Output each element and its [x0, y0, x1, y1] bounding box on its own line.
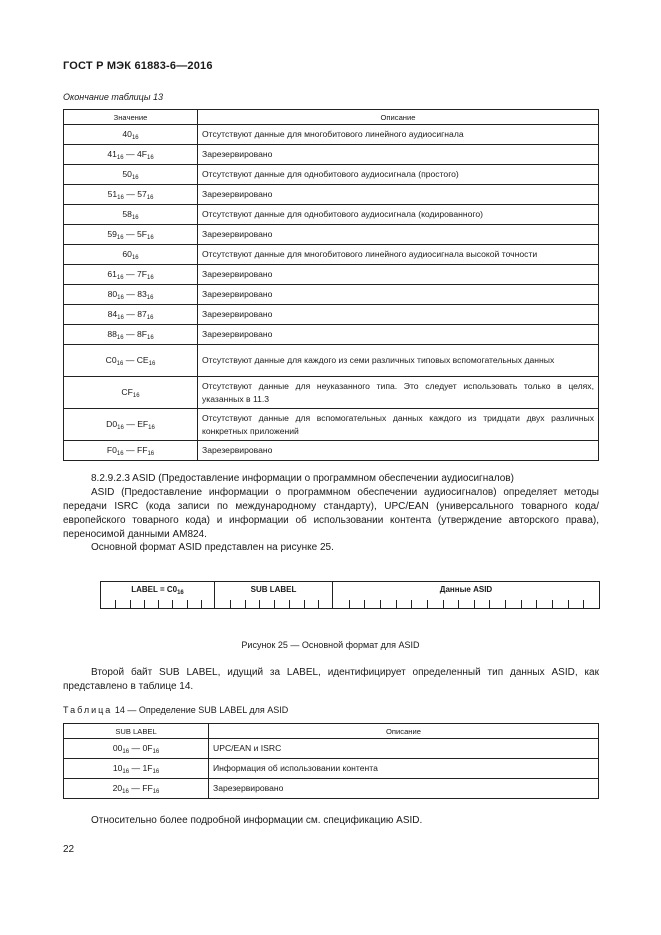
- table-row: [64, 759, 599, 779]
- description-cell: Отсутствуют данные для вспомогательных данных каждого из тридцати двух различных конкретных приложений: [198, 409, 599, 441]
- description-cell: Зарезервировано: [198, 145, 599, 165]
- table-row: [64, 441, 599, 461]
- table-row: [64, 285, 599, 305]
- section-paragraph-2: Основной формат ASID представлен на рисунке 25.: [91, 542, 334, 553]
- bit-tick: [536, 600, 537, 608]
- value-cell: $C0_{16}$ — $CE_{16}$: [64, 345, 198, 377]
- table-row: [64, 245, 599, 265]
- table-row: [64, 265, 599, 285]
- description-cell: Отсутствуют данные для многобитового линейного аудиосигнала: [198, 125, 599, 145]
- table-row: [64, 145, 599, 165]
- bit-tick: [349, 600, 350, 608]
- section-heading: 8.2.9.2.3 ASID (Предоставление информации о программном обеспечении аудиосигналов): [91, 473, 514, 484]
- value-cell: $20_{16}$ — $FF_{16}$: [64, 779, 209, 799]
- table13-col-value: Значение: [64, 110, 198, 125]
- bit-tick: [201, 600, 202, 608]
- bit-tick: [474, 600, 475, 608]
- bit-tick: [274, 600, 275, 608]
- description-cell: UPC/EAN и ISRC: [209, 739, 599, 759]
- asid-format-diagram: [100, 581, 600, 609]
- value-cell: $58_{16}$: [64, 205, 198, 225]
- description-cell: Зарезервировано: [198, 185, 599, 205]
- bit-tick: [568, 600, 569, 608]
- table14-caption-prefix: Таблица: [63, 705, 113, 715]
- value-cell: $50_{16}$: [64, 165, 198, 185]
- description-cell: Зарезервировано: [198, 265, 599, 285]
- value-cell: $59_{16}$ — $5F_{16}$: [64, 225, 198, 245]
- bit-tick: [521, 600, 522, 608]
- page-number: 22: [63, 844, 75, 855]
- bit-tick: [158, 600, 159, 608]
- value-cell: $80_{16}$ — $83_{16}$: [64, 285, 198, 305]
- bit-tick: [443, 600, 444, 608]
- bit-tick: [318, 600, 319, 608]
- bit-tick: [172, 600, 173, 608]
- table-row: [64, 225, 599, 245]
- description-cell: Зарезервировано: [198, 285, 599, 305]
- bit-tick: [396, 600, 397, 608]
- bit-tick: [259, 600, 260, 608]
- description-cell: Зарезервировано: [198, 225, 599, 245]
- description-cell: Отсутствуют данные для многобитового линейного аудиосигнала высокой точности: [198, 245, 599, 265]
- table-row: [64, 779, 599, 799]
- table14-col-value: SUB LABEL: [64, 724, 209, 739]
- description-cell: Отсутствуют данные для однобитового аудиосигнала (простого): [198, 165, 599, 185]
- bit-tick: [583, 600, 584, 608]
- table-row: [64, 325, 599, 345]
- value-cell: $D0_{16}$ — $EF_{16}$: [64, 409, 198, 441]
- bit-tick: [144, 600, 145, 608]
- bit-tick: [130, 600, 131, 608]
- value-cell: $84_{16}$ — $87_{16}$: [64, 305, 198, 325]
- table14-caption: [63, 705, 288, 715]
- value-cell: $CF_{16}$: [64, 377, 198, 409]
- bit-tick: [187, 600, 188, 608]
- table13-col-description: Описание: [198, 110, 599, 125]
- diagram-label-text: LABEL = $C0_{16}$: [131, 585, 184, 596]
- figure25-caption: Рисунок 25 — Основной формат для ASID: [241, 640, 420, 650]
- value-cell: $F0_{16}$ — $FF_{16}$: [64, 441, 198, 461]
- bit-tick: [289, 600, 290, 608]
- bit-tick: [245, 600, 246, 608]
- value-cell: $40_{16}$: [64, 125, 198, 145]
- table14: [63, 723, 599, 799]
- diagram-sub-label-text: SUB LABEL: [250, 585, 297, 594]
- table14-col-description: Описание: [209, 724, 599, 739]
- table-row: [64, 409, 599, 441]
- bit-tick: [411, 600, 412, 608]
- bit-tick: [458, 600, 459, 608]
- table-row: [64, 377, 599, 409]
- paragraph-3: Второй байт SUB LABEL, идущий за LABEL, идентифицирует определенный тип данных ASID, как представлено в таблице 14.: [63, 667, 599, 692]
- description-cell: Зарезервировано: [209, 779, 599, 799]
- diagram-data-text: Данные ASID: [439, 585, 493, 594]
- description-cell: Зарезервировано: [198, 325, 599, 345]
- table-row: [64, 185, 599, 205]
- bit-tick: [552, 600, 553, 608]
- bit-tick: [230, 600, 231, 608]
- value-cell: $10_{16}$ — $1F_{16}$: [64, 759, 209, 779]
- table-row: [64, 739, 599, 759]
- bit-tick: [380, 600, 381, 608]
- bit-tick: [364, 600, 365, 608]
- document-header: ГОСТ Р МЭК 61883-6—2016: [63, 60, 213, 72]
- paragraph-4: Относительно более подробной информации см. спецификацию ASID.: [91, 815, 423, 826]
- table-row: [64, 345, 599, 377]
- table-row: [64, 125, 599, 145]
- table-row: [64, 165, 599, 185]
- table-row: [64, 305, 599, 325]
- table14-caption-text: 14 — Определение SUB LABEL для ASID: [114, 705, 289, 715]
- value-cell: $60_{16}$: [64, 245, 198, 265]
- value-cell: $00_{16}$ — $0F_{16}$: [64, 739, 209, 759]
- bit-tick: [489, 600, 490, 608]
- value-cell: $41_{16}$ — $4F_{16}$: [64, 145, 198, 165]
- description-cell: Отсутствуют данные для однобитового аудиосигнала (кодированного): [198, 205, 599, 225]
- bit-tick: [304, 600, 305, 608]
- table-row: [64, 205, 599, 225]
- description-cell: Информация об использовании контента: [209, 759, 599, 779]
- bit-tick: [115, 600, 116, 608]
- table13: [63, 109, 599, 461]
- description-cell: Зарезервировано: [198, 441, 599, 461]
- description-cell: Отсутствуют данные для неуказанного типа. Это следует использовать только в целях, указанных в 11.3: [198, 377, 599, 409]
- description-cell: Зарезервировано: [198, 305, 599, 325]
- section-paragraph-1: ASID (Предоставление информации о программном обеспечении аудиосигналов) определяет методы передачи ISRC (кода записи по международному стандарту), UPC/EAN (универсального товарного кода/европейского товарного кода) и информации об использовании контента (утверждение авторского права), переносимой данными AM824.: [63, 487, 599, 540]
- bit-tick: [505, 600, 506, 608]
- diagram-data-field: [333, 582, 599, 608]
- value-cell: $88_{16}$ — $8F_{16}$: [64, 325, 198, 345]
- bit-tick: [427, 600, 428, 608]
- description-cell: Отсутствуют данные для каждого из семи различных типовых вспомогательных данных: [198, 345, 599, 377]
- value-cell: $51_{16}$ — $57_{16}$: [64, 185, 198, 205]
- table13-caption: Окончание таблицы 13: [63, 92, 163, 102]
- value-cell: $61_{16}$ — $7F_{16}$: [64, 265, 198, 285]
